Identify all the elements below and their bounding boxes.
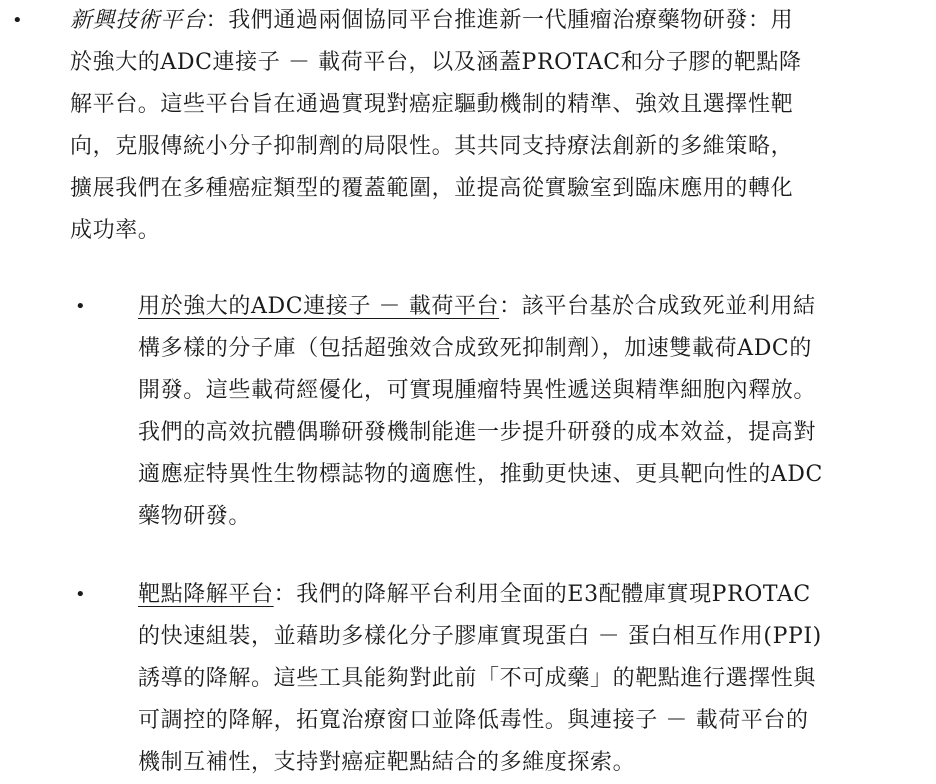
line-text: ：我們的降解平台利用全面的E3配體庫實現PROTAC <box>273 582 811 607</box>
paragraph <box>70 0 802 252</box>
paragraph-line: 適應症特異性生物標誌物的適應性，推動更快速、更具靶向性的ADC <box>138 462 823 487</box>
bullet-icon: • <box>75 584 86 605</box>
bullet-icon: • <box>75 296 86 317</box>
paragraph-line: 擴展我們在多種癌症類型的覆蓋範圍，並提高從實驗室到臨床應用的轉化 <box>70 176 794 201</box>
line-text: ：該平台基於合成致死並利用結 <box>499 294 816 319</box>
paragraph-line: 開發。這些載荷經優化，可實現腫瘤特異性遞送與精準細胞內釋放。 <box>138 378 817 403</box>
line-text: ：我們通過兩個協同平台推進新一代腫瘤治療藥物研發：用 <box>205 8 794 33</box>
paragraph-line: 解平台。這些平台旨在通過實現對癌症驅動機制的精準、強效且選擇性靶 <box>70 92 794 117</box>
paragraph <box>138 286 823 538</box>
paragraph-line <box>138 574 822 616</box>
paragraph-line <box>138 286 823 328</box>
paragraph <box>138 574 822 784</box>
paragraph-line: 於強大的ADC連接子 － 載荷平台，以及涵蓋PROTAC和分子膠的靶點降 <box>70 50 802 75</box>
item-title: 靶點降解平台 <box>138 582 274 607</box>
paragraph-line: 藥物研發。 <box>138 504 252 529</box>
paragraph-line: 我們的高效抗體偶聯研發機制能進一步提升研發的成本效益，提高對 <box>138 420 817 445</box>
paragraph-line <box>70 0 802 42</box>
paragraph-line: 機制互補性，支持對癌症靶點結合的多維度探索。 <box>138 750 636 775</box>
paragraph-line: 的快速組裝，並藉助多樣化分子膠庫實現蛋白 － 蛋白相互作用(PPI) <box>138 624 822 649</box>
paragraph-line: 可調控的降解，拓寬治療窗口並降低毒性。與連接子 － 載荷平台的 <box>138 708 809 733</box>
item-title: 用於強大的ADC連接子 － 載荷平台 <box>138 294 500 319</box>
bullet-icon: • <box>12 10 23 31</box>
paragraph-line: 向，克服傳統小分子抑制劑的局限性。其共同支持療法創新的多維策略， <box>70 134 794 159</box>
paragraph-line: 構多樣的分子庫（包括超強效合成致死抑制劑），加速雙載荷ADC的 <box>138 336 812 361</box>
item-title: 新興技術平台 <box>70 8 206 33</box>
paragraph-line: 誘導的降解。這些工具能夠對此前「不可成藥」的靶點進行選擇性與 <box>138 666 817 691</box>
paragraph-line: 成功率。 <box>70 218 161 243</box>
